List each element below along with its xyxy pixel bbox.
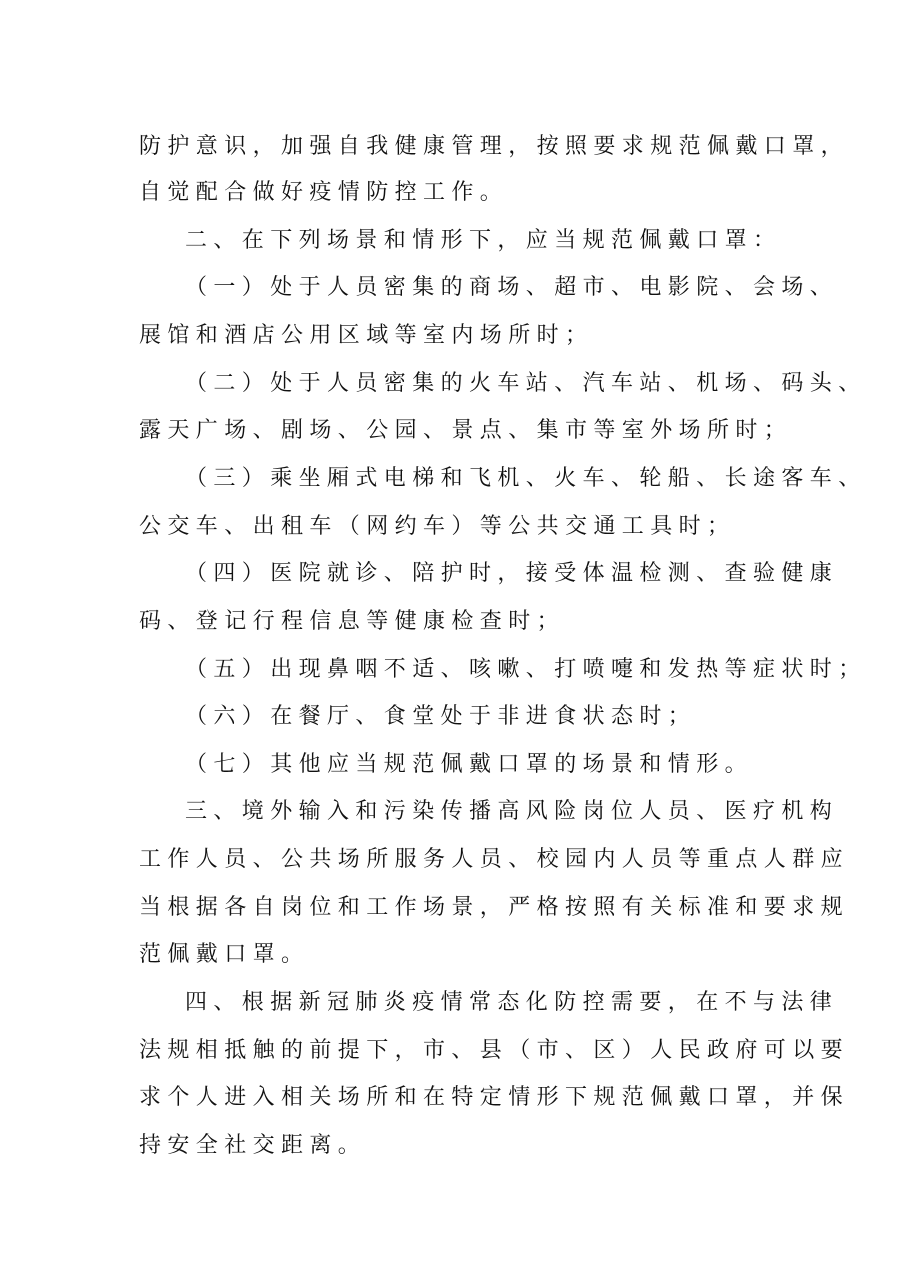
list-item: （四）医院就诊、陪护时，接受体温检测、查验健康	[185, 561, 839, 586]
text-line: 公交车、出租车（网约车）等公共交通工具时；	[139, 514, 736, 539]
text-line: 持安全社交距离。	[139, 1133, 367, 1158]
list-item: （一）处于人员密集的商场、超市、电影院、会场、	[185, 275, 839, 300]
list-item: （六）在餐厅、食堂处于非进食状态时；	[185, 704, 697, 729]
text-line: 当根据各自岗位和工作场景，严格按照有关标准和要求规	[139, 895, 850, 920]
section-heading: 三、境外输入和污染传播高风险岗位人员、医疗机构	[185, 799, 839, 824]
text-line: 码、登记行程信息等健康检查时；	[139, 609, 566, 634]
text-line: 展馆和酒店公用区域等室内场所时；	[139, 323, 594, 348]
text-line: 防护意识，加强自我健康管理，按照要求规范佩戴口罩，	[139, 134, 850, 159]
text-line: 求个人进入相关场所和在特定情形下规范佩戴口罩，并保	[139, 1085, 850, 1110]
text-line: 露天广场、剧场、公园、景点、集市等室外场所时；	[139, 418, 793, 443]
text-line: 自觉配合做好疫情防控工作。	[139, 180, 509, 205]
text-line: 工作人员、公共场所服务人员、校园内人员等重点人群应	[139, 847, 850, 872]
list-item: （七）其他应当规范佩戴口罩的场景和情形。	[185, 752, 754, 777]
text-line: 法规相抵触的前提下，市、县（市、区）人民政府可以要	[139, 1038, 850, 1063]
section-heading: 二、在下列场景和情形下，应当规范佩戴口罩：	[185, 228, 782, 253]
list-item: （二）处于人员密集的火车站、汽车站、机场、码头、	[185, 371, 867, 396]
list-item: （五）出现鼻咽不适、咳嗽、打喷嚏和发热等症状时；	[185, 657, 867, 682]
text-line: 范佩戴口罩。	[139, 942, 310, 967]
section-heading: 四、根据新冠肺炎疫情常态化防控需要，在不与法律	[185, 990, 839, 1015]
list-item: （三）乘坐厢式电梯和飞机、火车、轮船、长途客车、	[185, 466, 867, 491]
